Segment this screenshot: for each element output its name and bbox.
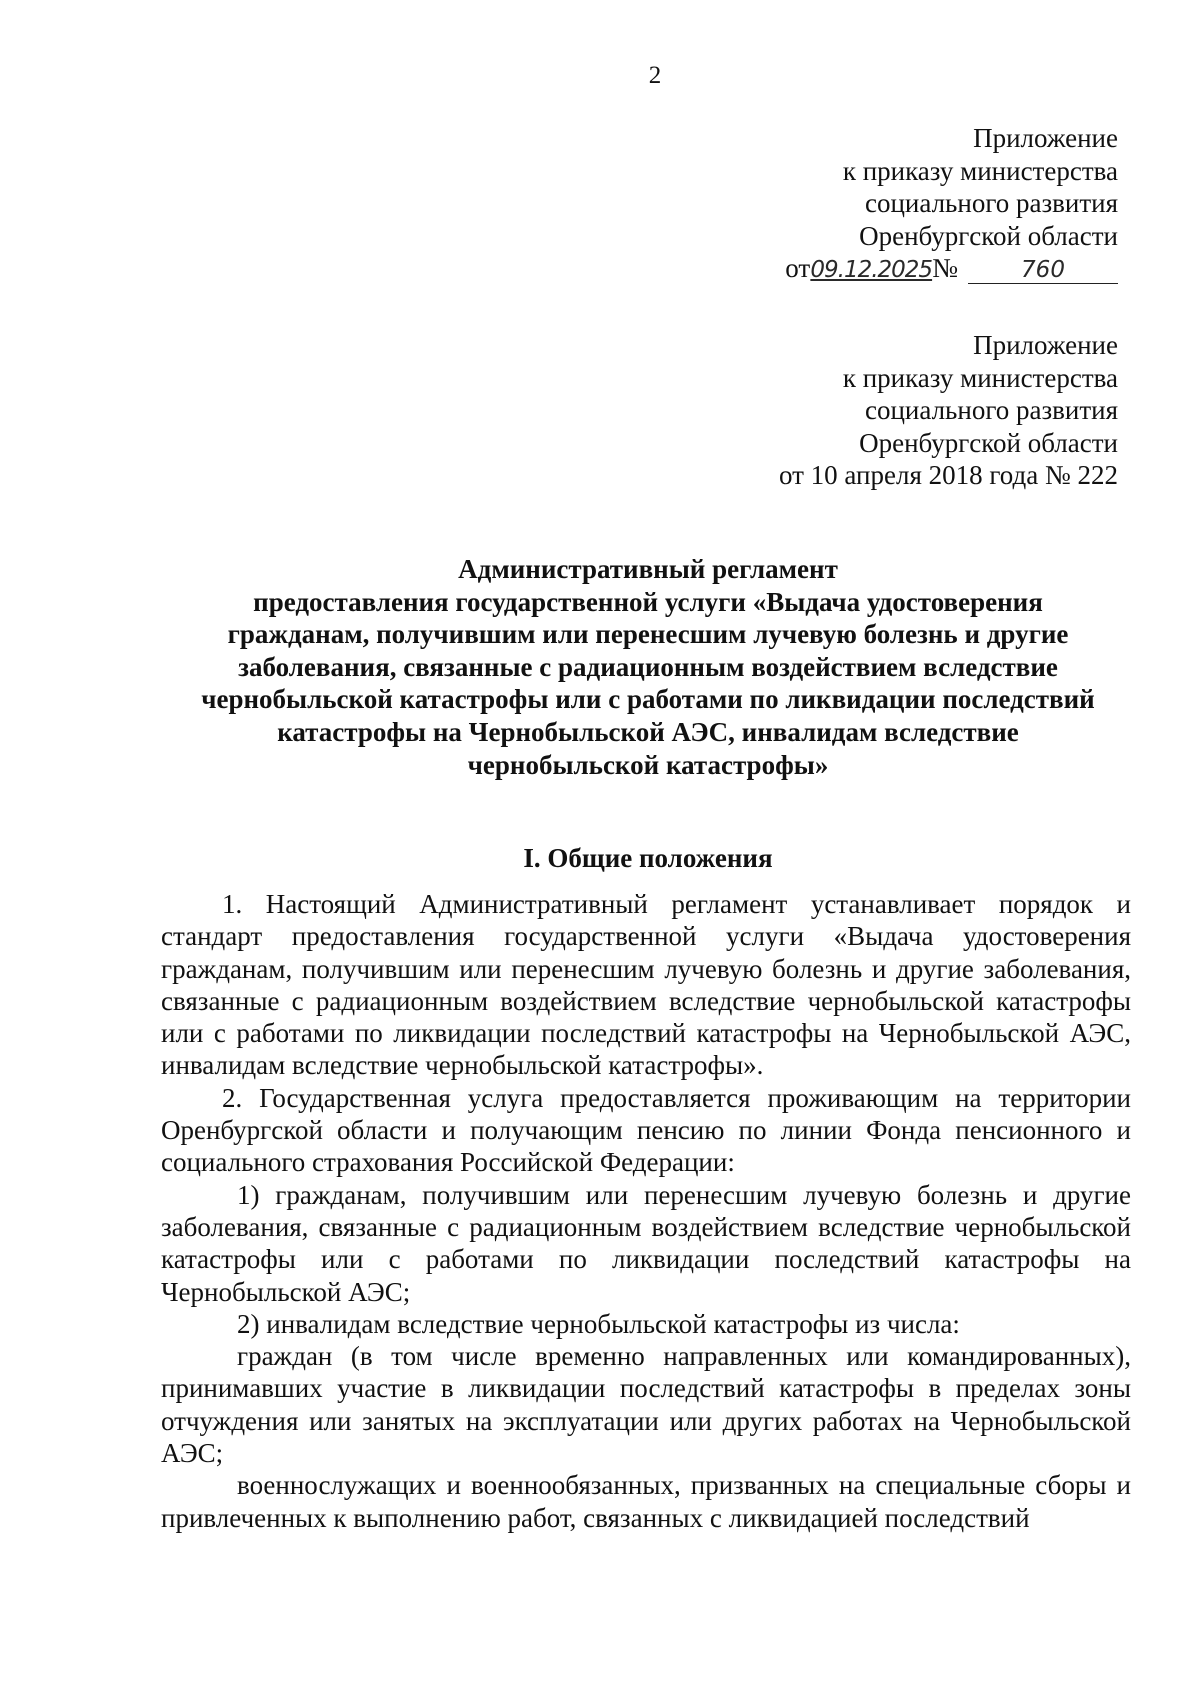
appendix-line: социального развития <box>864 395 1118 425</box>
paragraph: военнослужащих и военнообязанных, призванных на специальные сборы и привлеченных к выполнению работ, связанных с ликвидацией последствий <box>161 1470 1131 1533</box>
list-item: 1) гражданам, получившим или перенесшим лучевую болезнь и другие заболевания, связанные с радиационным воздействием вследствие чернобыльской катастрофы или с работами по ликвидации последствий катастрофы на Чернобыльской АЭС; <box>161 1179 1131 1307</box>
paragraph: 2. Государственная услуга предоставляется проживающим на территории Оренбургской области и получающим пенсию по линии Фонда пенсионного и социального страхования Российской Федерации: <box>161 1082 1131 1178</box>
appendix-line: Приложение <box>973 123 1118 153</box>
document-body <box>161 888 1131 1534</box>
order-prefix: от <box>785 253 811 283</box>
document-title <box>168 553 1128 781</box>
appendix-line: Оренбургской области <box>859 427 1118 458</box>
page-number: 2 <box>648 62 662 89</box>
appendix-line: социального развития <box>864 188 1118 218</box>
appendix-current-order <box>785 122 1118 287</box>
title-line: катастрофы на Чернобыльской АЭС, инвалидам вследствие <box>277 716 1019 747</box>
order-number-sign: № <box>932 253 958 283</box>
appendix-line: к приказу министерства <box>842 155 1118 186</box>
appendix-line: Приложение <box>973 330 1118 360</box>
title-line: чернобыльской катастрофы» <box>467 749 829 780</box>
appendix-line: Оренбургской области <box>859 220 1118 251</box>
section-heading: I. Общие положения <box>523 843 773 873</box>
title-line: чернобыльской катастрофы или с работами по ликвидации последствий <box>201 684 1095 715</box>
title-line: заболевания, связанные с радиационным воздействием вследствие <box>238 651 1058 682</box>
handwritten-order-number: 760 <box>968 257 1118 284</box>
appendix-line: к приказу министерства <box>842 362 1118 393</box>
title-line: предоставления государственной услуги «Выдача удостоверения <box>253 586 1043 617</box>
handwritten-order-date: 09.12.2025 <box>810 257 933 283</box>
title-line: Административный регламент <box>458 554 838 584</box>
appendix-line: от 10 апреля 2018 года № 222 <box>778 460 1118 490</box>
paragraph: граждан (в том числе временно направленных или командированных), принимавших участие в ликвидации последствий катастрофы в пределах зоны отчуждения или занятых на эксплуатации или других работах на Чернобыльской АЭС; <box>161 1341 1131 1469</box>
appendix-previous-order <box>779 329 1118 492</box>
title-line: гражданам, получившим или перенесшим лучевую болезнь и другие <box>227 619 1069 650</box>
list-item: 2) инвалидам вследствие чернобыльской катастрофы из числа: <box>237 1308 960 1339</box>
paragraph: 1. Настоящий Административный регламент устанавливает порядок и стандарт предоставления государственной услуги «Выдача удостоверения гражданам, получившим или перенесшим лучевую болезнь и другие заболевания, связанные с радиационным воздействием вследствие чернобыльской катастрофы или с работами по ликвидации последствий катастрофы на Чернобыльской АЭС, инвалидам вследствие чернобыльской катастрофы». <box>161 889 1131 1081</box>
order-date-number-line <box>785 252 1118 287</box>
